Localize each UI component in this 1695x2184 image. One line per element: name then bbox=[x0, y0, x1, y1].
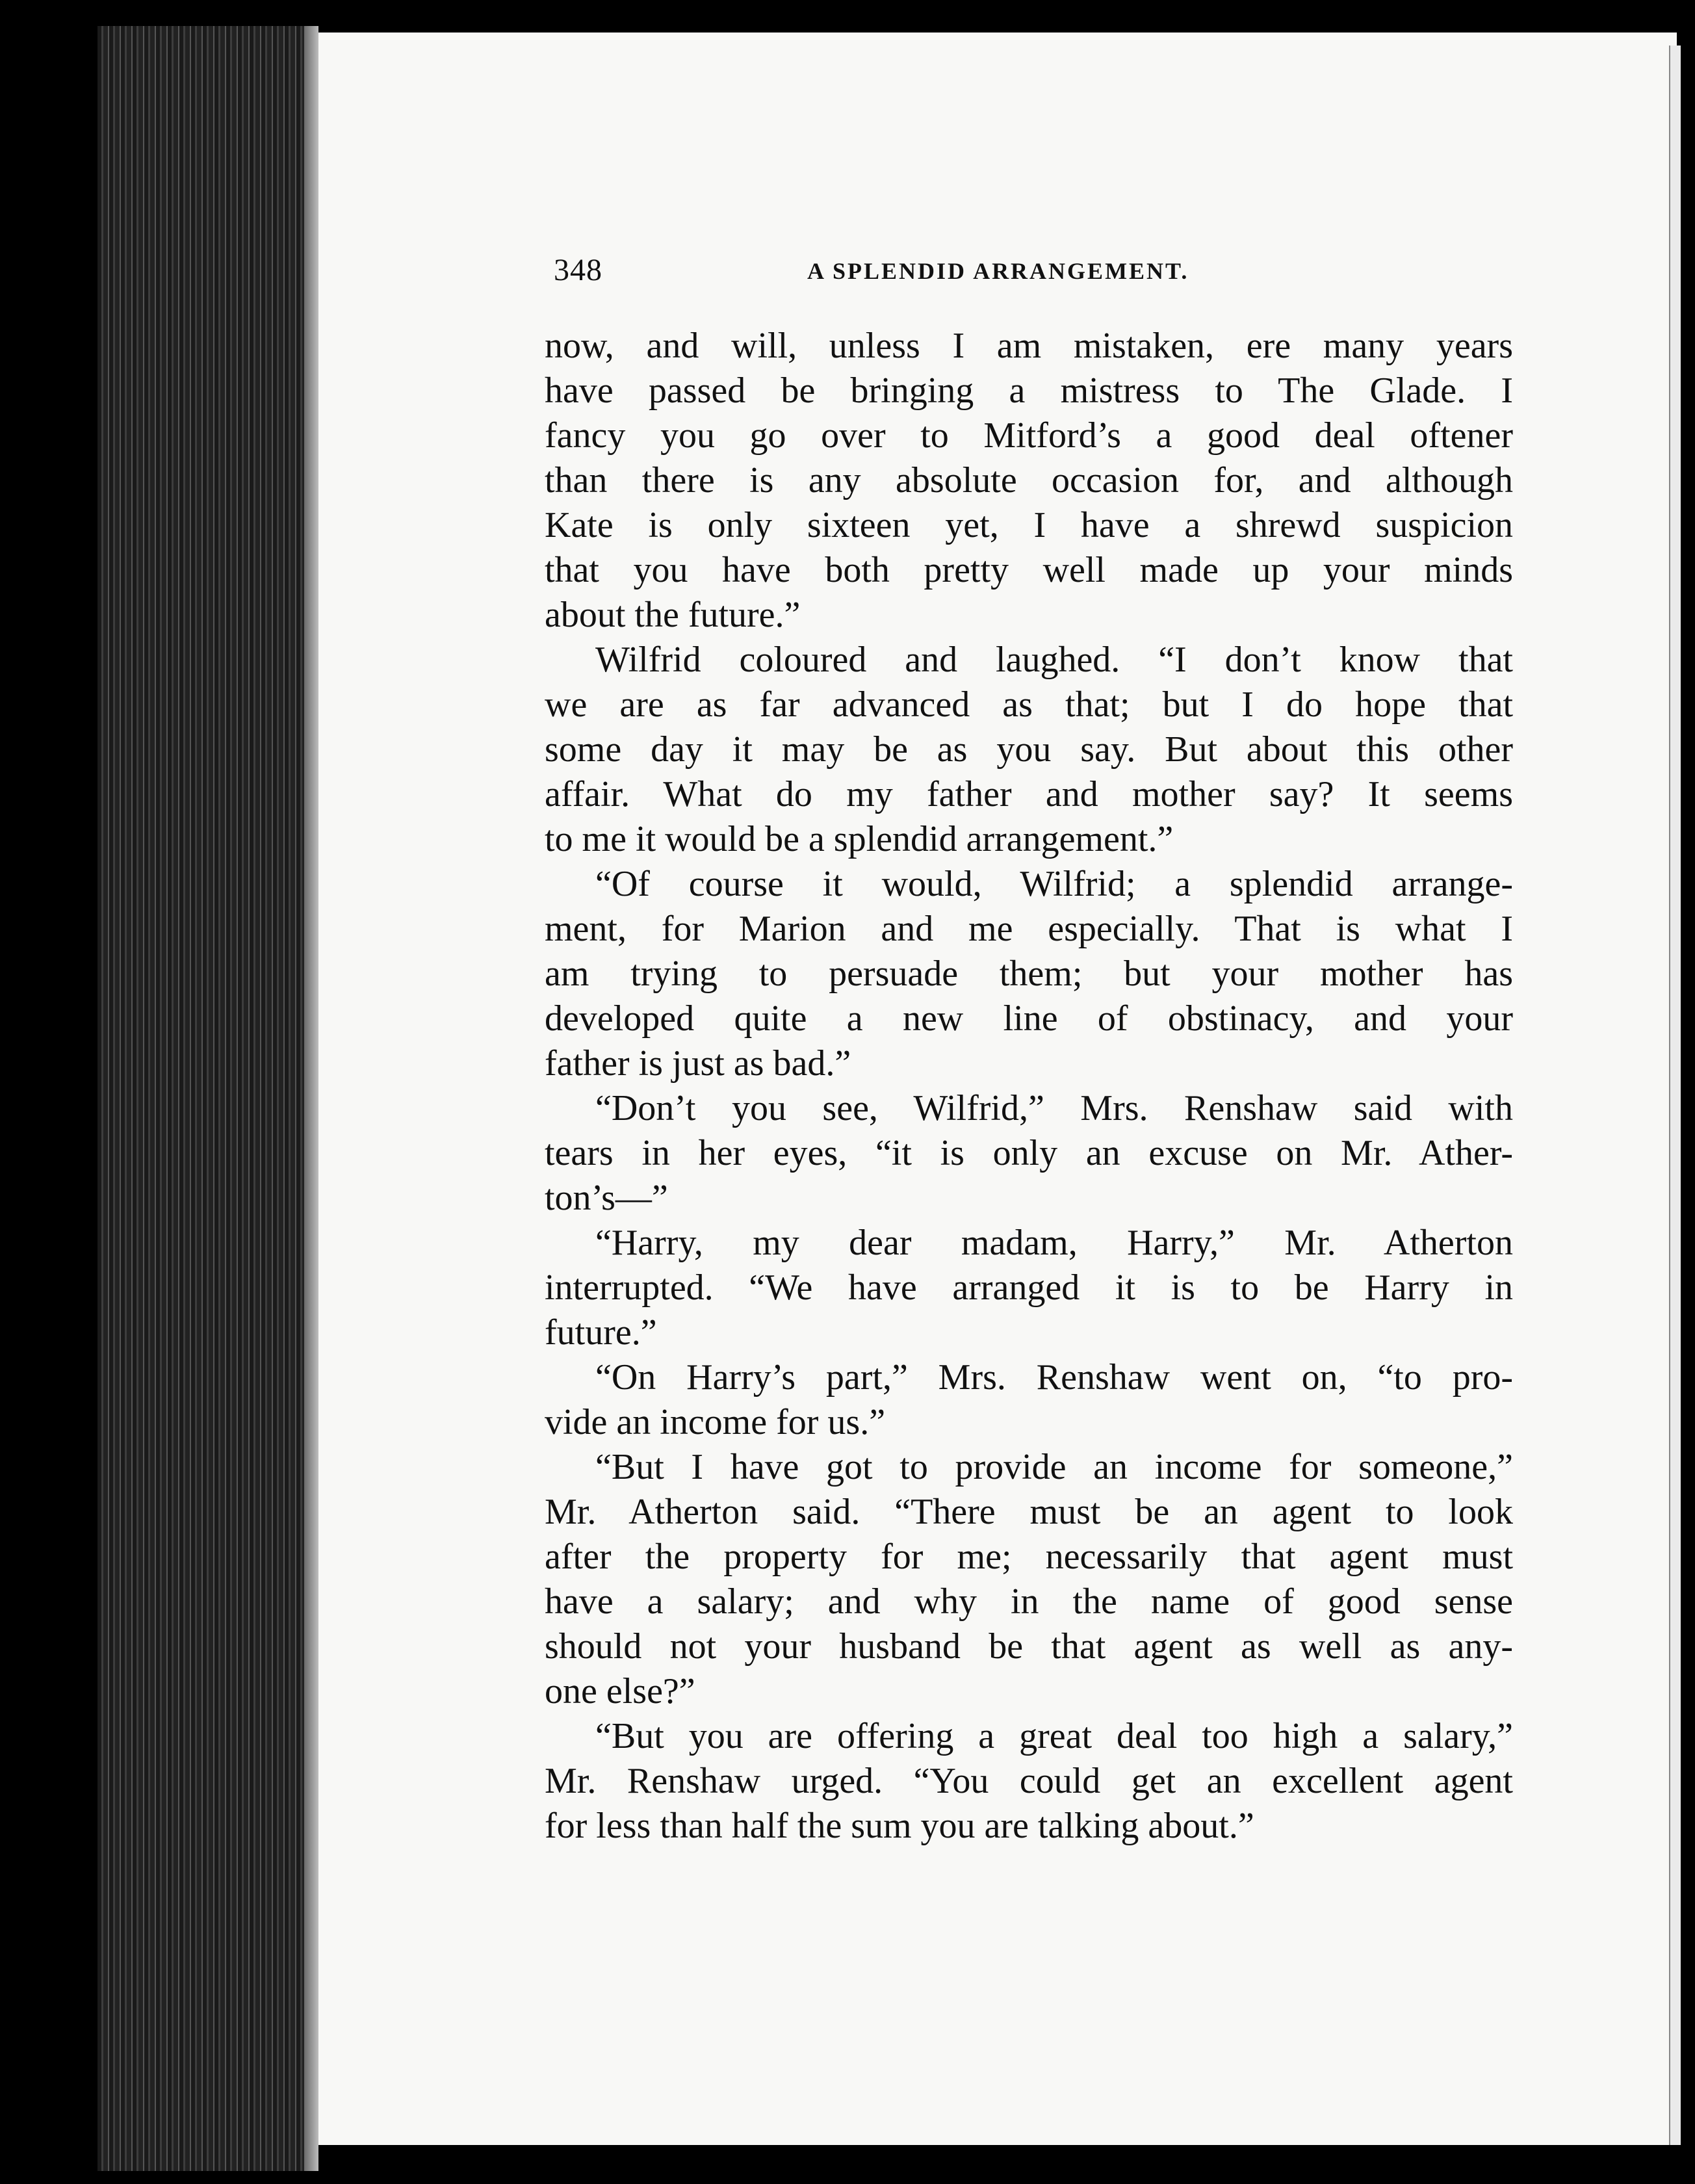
text-line: Mr. Atherton said. “There must be an agent to look bbox=[545, 1492, 1513, 1532]
text-line: one else?” bbox=[545, 1671, 695, 1711]
text-line: should not your husband be that agent as well as any- bbox=[545, 1626, 1513, 1667]
text-line: now, and will, unless I am mistaken, ere many years bbox=[545, 326, 1513, 366]
text-line: “Don’t you see, Wilfrid,” Mrs. Renshaw said with bbox=[595, 1088, 1513, 1128]
body-text bbox=[545, 324, 1513, 1849]
text-line: to me it would be a splendid arrangement.” bbox=[545, 819, 1174, 859]
text-line: some day it may be as you say. But about this other bbox=[545, 729, 1513, 770]
text-line: vide an income for us.” bbox=[545, 1402, 886, 1442]
text-line: Wilfrid coloured and laughed. “I don’t know that bbox=[595, 640, 1513, 680]
text-line: future.” bbox=[545, 1312, 657, 1353]
text-line: after the property for me; necessarily that agent must bbox=[545, 1537, 1513, 1577]
text-line: ment, for Marion and me especially. That is what I bbox=[545, 909, 1513, 949]
text-line: about the future.” bbox=[545, 595, 801, 635]
text-line: than there is any absolute occasion for, and although bbox=[545, 460, 1513, 500]
facing-page-edge bbox=[1669, 46, 1681, 2145]
text-line: for less than half the sum you are talking about.” bbox=[545, 1806, 1254, 1846]
text-line: father is just as bad.” bbox=[545, 1043, 851, 1084]
running-title: A SPLENDID ARRANGEMENT. bbox=[807, 258, 1189, 284]
page-header bbox=[554, 252, 1269, 304]
text-line: interrupted. “We have arranged it is to be Harry in bbox=[545, 1268, 1513, 1308]
text-line: “Harry, my dear madam, Harry,” Mr. Atherton bbox=[595, 1223, 1513, 1263]
text-line: affair. What do my father and mother say? It seems bbox=[545, 774, 1513, 814]
text-line: that you have both pretty well made up your minds bbox=[545, 550, 1513, 590]
text-line: am trying to persuade them; but your mother has bbox=[545, 954, 1513, 994]
text-line: developed quite a new line of obstinacy, and your bbox=[545, 998, 1513, 1039]
text-line: “But you are offering a great deal too high a salary,” bbox=[595, 1716, 1513, 1756]
page-edges bbox=[97, 26, 318, 2171]
text-line: “But I have got to provide an income for someone,” bbox=[595, 1447, 1513, 1487]
text-line: “Of course it would, Wilfrid; a splendid arrange- bbox=[595, 864, 1513, 904]
text-line: fancy you go over to Mitford’s a good deal oftener bbox=[545, 415, 1513, 456]
text-line: ton’s—” bbox=[545, 1178, 668, 1218]
text-line: “On Harry’s part,” Mrs. Renshaw went on, “to pro- bbox=[595, 1357, 1513, 1398]
text-line: Kate is only sixteen yet, I have a shrewd suspicion bbox=[545, 505, 1513, 545]
page-number: 348 bbox=[554, 253, 602, 287]
text-line: have a salary; and why in the name of good sense bbox=[545, 1581, 1513, 1622]
text-line: we are as far advanced as that; but I do hope that bbox=[545, 684, 1513, 725]
text-line: have passed be bringing a mistress to The Glade. I bbox=[545, 370, 1513, 411]
text-line: Mr. Renshaw urged. “You could get an excellent agent bbox=[545, 1761, 1513, 1801]
text-line: tears in her eyes, “it is only an excuse on Mr. Ather- bbox=[545, 1133, 1513, 1173]
